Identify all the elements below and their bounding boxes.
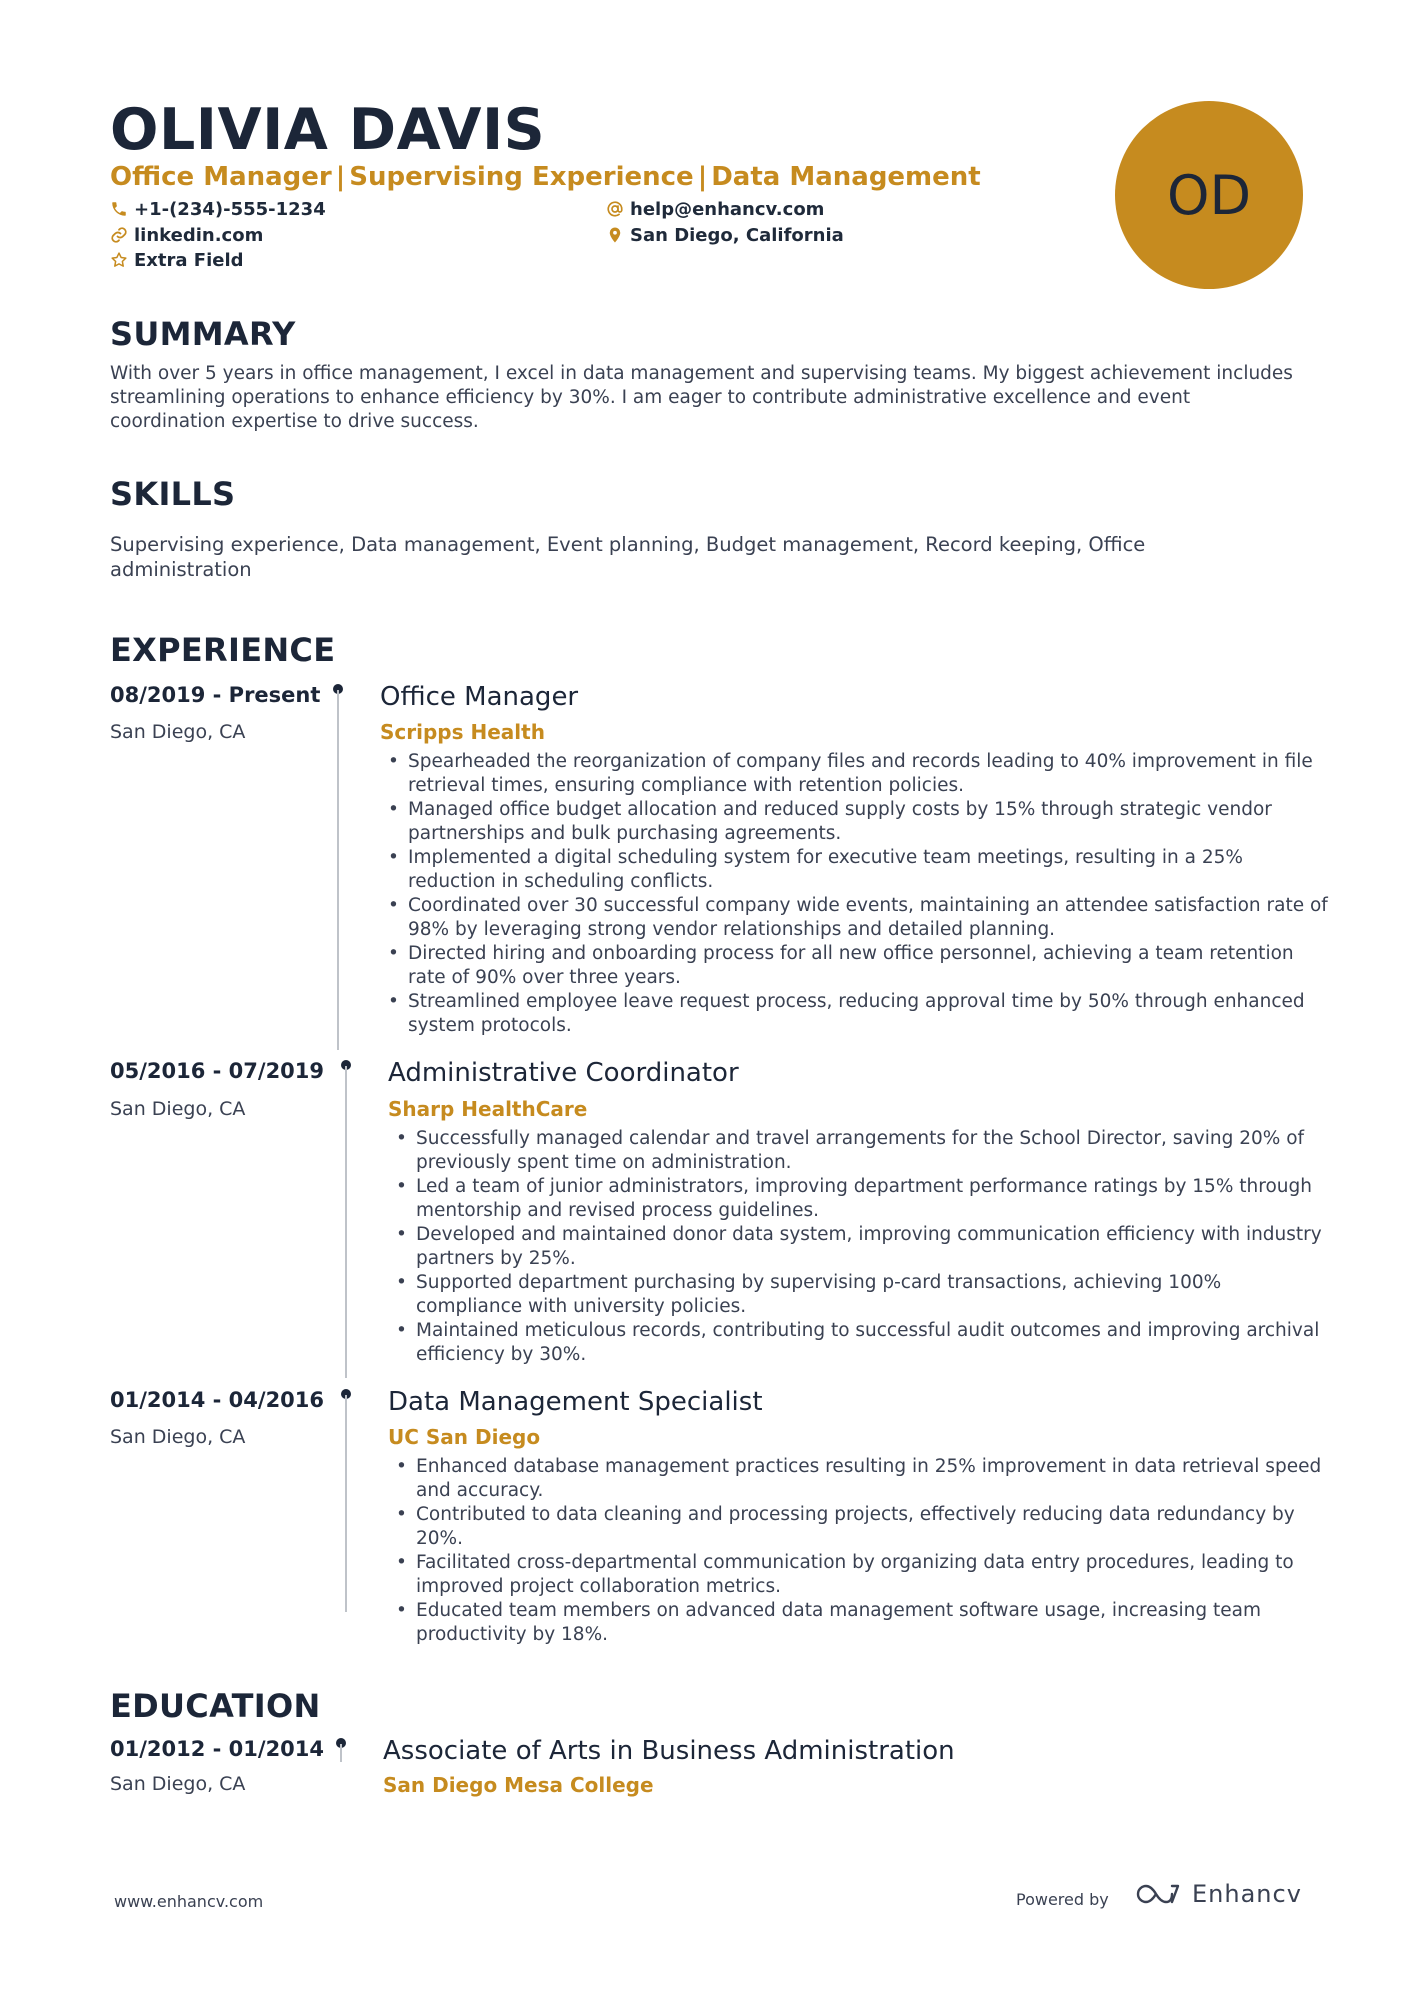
at-icon: [606, 200, 624, 218]
job-bullets: [388, 1127, 1328, 1367]
job-bullet: • Successfully managed calendar and travel arrangements for the School Director, saving 20% of previously spent time on administration.: [416, 1127, 1328, 1175]
timeline-line: [345, 1395, 347, 1612]
job-bullet: • Educated team members on advanced data management software usage, increasing team productivity by 18%.: [416, 1599, 1328, 1647]
footer-url[interactable]: www.enhancv.com: [114, 1892, 264, 1911]
job-bullet: • Coordinated over 30 successful company wide events, maintaining an attendee satisfaction rate of 98% by leveraging strong vendor relationships and detailed planning.: [408, 894, 1328, 942]
brand-logo[interactable]: [1136, 1880, 1302, 1908]
headline-separator: |: [697, 162, 708, 192]
extra-text: Extra Field: [134, 250, 244, 271]
job-role: Administrative Coordinator: [388, 1058, 739, 1088]
job-bullet: • Enhanced database management practices resulting in 25% improvement in data retrieval speed and accuracy.: [416, 1455, 1328, 1503]
job-bullet: • Managed office budget allocation and reduced supply costs by 15% through strategic vendor partnerships and bulk purchasing agreements.: [408, 798, 1328, 846]
job-bullet: • Developed and maintained donor data system, improving communication efficiency with industry partners by 25%.: [416, 1223, 1328, 1271]
headline-separator: |: [335, 162, 346, 192]
job-company: Scripps Health: [380, 720, 545, 744]
candidate-name: OLIVIA DAVIS: [110, 97, 546, 163]
contact-linkedin[interactable]: [110, 224, 263, 248]
job-role: Office Manager: [380, 682, 579, 712]
job-bullet: • Supported department purchasing by supervising p-card transactions, achieving 100% compliance with university policies.: [416, 1271, 1328, 1319]
contact-location: [606, 224, 844, 248]
education-school: San Diego Mesa College: [383, 1773, 654, 1797]
headline: [110, 160, 981, 194]
linkedin-text: linkedin.com: [134, 225, 264, 246]
experience-heading: EXPERIENCE: [110, 631, 336, 669]
job-company: UC San Diego: [388, 1425, 541, 1449]
star-icon: [110, 251, 128, 269]
job-date: 08/2019 - Present: [110, 683, 321, 707]
job-bullet: • Streamlined employee leave request process, reducing approval time by 50% through enhanced system protocols.: [408, 990, 1328, 1038]
job-bullet: • Implemented a digital scheduling system for executive team meetings, resulting in a 25% reduction in scheduling conflicts.: [408, 846, 1328, 894]
job-date: 05/2016 - 07/2019: [110, 1059, 325, 1083]
job-location: San Diego, CA: [110, 1098, 246, 1120]
skills-heading: SKILLS: [110, 475, 236, 513]
job-bullet: • Led a team of junior administrators, improving department performance ratings by 15% through mentorship and revised process guidelines.: [416, 1175, 1328, 1223]
education-location: San Diego, CA: [110, 1773, 246, 1795]
education-heading: EDUCATION: [110, 1687, 321, 1725]
phone-icon: [110, 200, 128, 218]
contact-email[interactable]: [606, 198, 824, 222]
enhancv-logo-icon: [1136, 1881, 1182, 1907]
avatar: [1115, 101, 1303, 289]
job-bullets: [388, 1455, 1328, 1647]
job-bullet: • Maintained meticulous records, contributing to successful audit outcomes and improving archival efficiency by 30%.: [416, 1319, 1328, 1367]
phone-text: +1-(234)-555-1234: [134, 199, 326, 220]
contact-phone[interactable]: [110, 198, 326, 222]
skills-text: Supervising experience, Data management, Event planning, Budget management, Record keeping, Office administration: [110, 533, 1146, 581]
job-bullet: • Directed hiring and onboarding process for all new office personnel, achieving a team retention rate of 90% over three years.: [408, 942, 1328, 990]
location-pin-icon: [606, 226, 624, 244]
location-text: San Diego, California: [630, 225, 844, 246]
timeline-line: [340, 1744, 342, 1762]
job-bullet: • Spearheaded the reorganization of company files and records leading to 40% improvement in file retrieval times, ensuring compliance with retention policies.: [408, 750, 1328, 798]
job-bullet: • Contributed to data cleaning and processing projects, effectively reducing data redundancy by 20%.: [416, 1503, 1328, 1551]
job-bullets: [380, 750, 1328, 1038]
job-location: San Diego, CA: [110, 721, 246, 743]
headline-part: Supervising Experience: [349, 162, 694, 192]
education-date: 01/2012 - 01/2014: [110, 1737, 325, 1761]
summary-heading: SUMMARY: [110, 315, 296, 353]
powered-by-label: Powered by: [1016, 1890, 1109, 1909]
email-text: help@enhancv.com: [630, 199, 825, 220]
summary-text: With over 5 years in office management, I excel in data management and supervising teams. My biggest achievement includes streamlining operations to enhance efficiency by 30%. I am eager to contribute administrative excellence and event coordination expertise to drive success.: [110, 363, 1293, 432]
timeline-line: [337, 690, 339, 1050]
education-degree: Associate of Arts in Business Administration: [383, 1736, 955, 1766]
job-date: 01/2014 - 04/2016: [110, 1388, 325, 1412]
contact-extra: [110, 249, 244, 273]
job-role: Data Management Specialist: [388, 1387, 763, 1417]
headline-part: Office Manager: [110, 162, 332, 192]
job-location: San Diego, CA: [110, 1426, 246, 1448]
headline-part: Data Management: [711, 162, 981, 192]
job-company: Sharp HealthCare: [388, 1097, 588, 1121]
timeline-line: [345, 1066, 347, 1378]
avatar-initials: OD: [1166, 163, 1252, 227]
job-bullet: • Facilitated cross-departmental communication by organizing data entry procedures, leading to improved project collaboration metrics.: [416, 1551, 1328, 1599]
link-icon: [110, 226, 128, 244]
brand-name: Enhancv: [1192, 1880, 1302, 1908]
